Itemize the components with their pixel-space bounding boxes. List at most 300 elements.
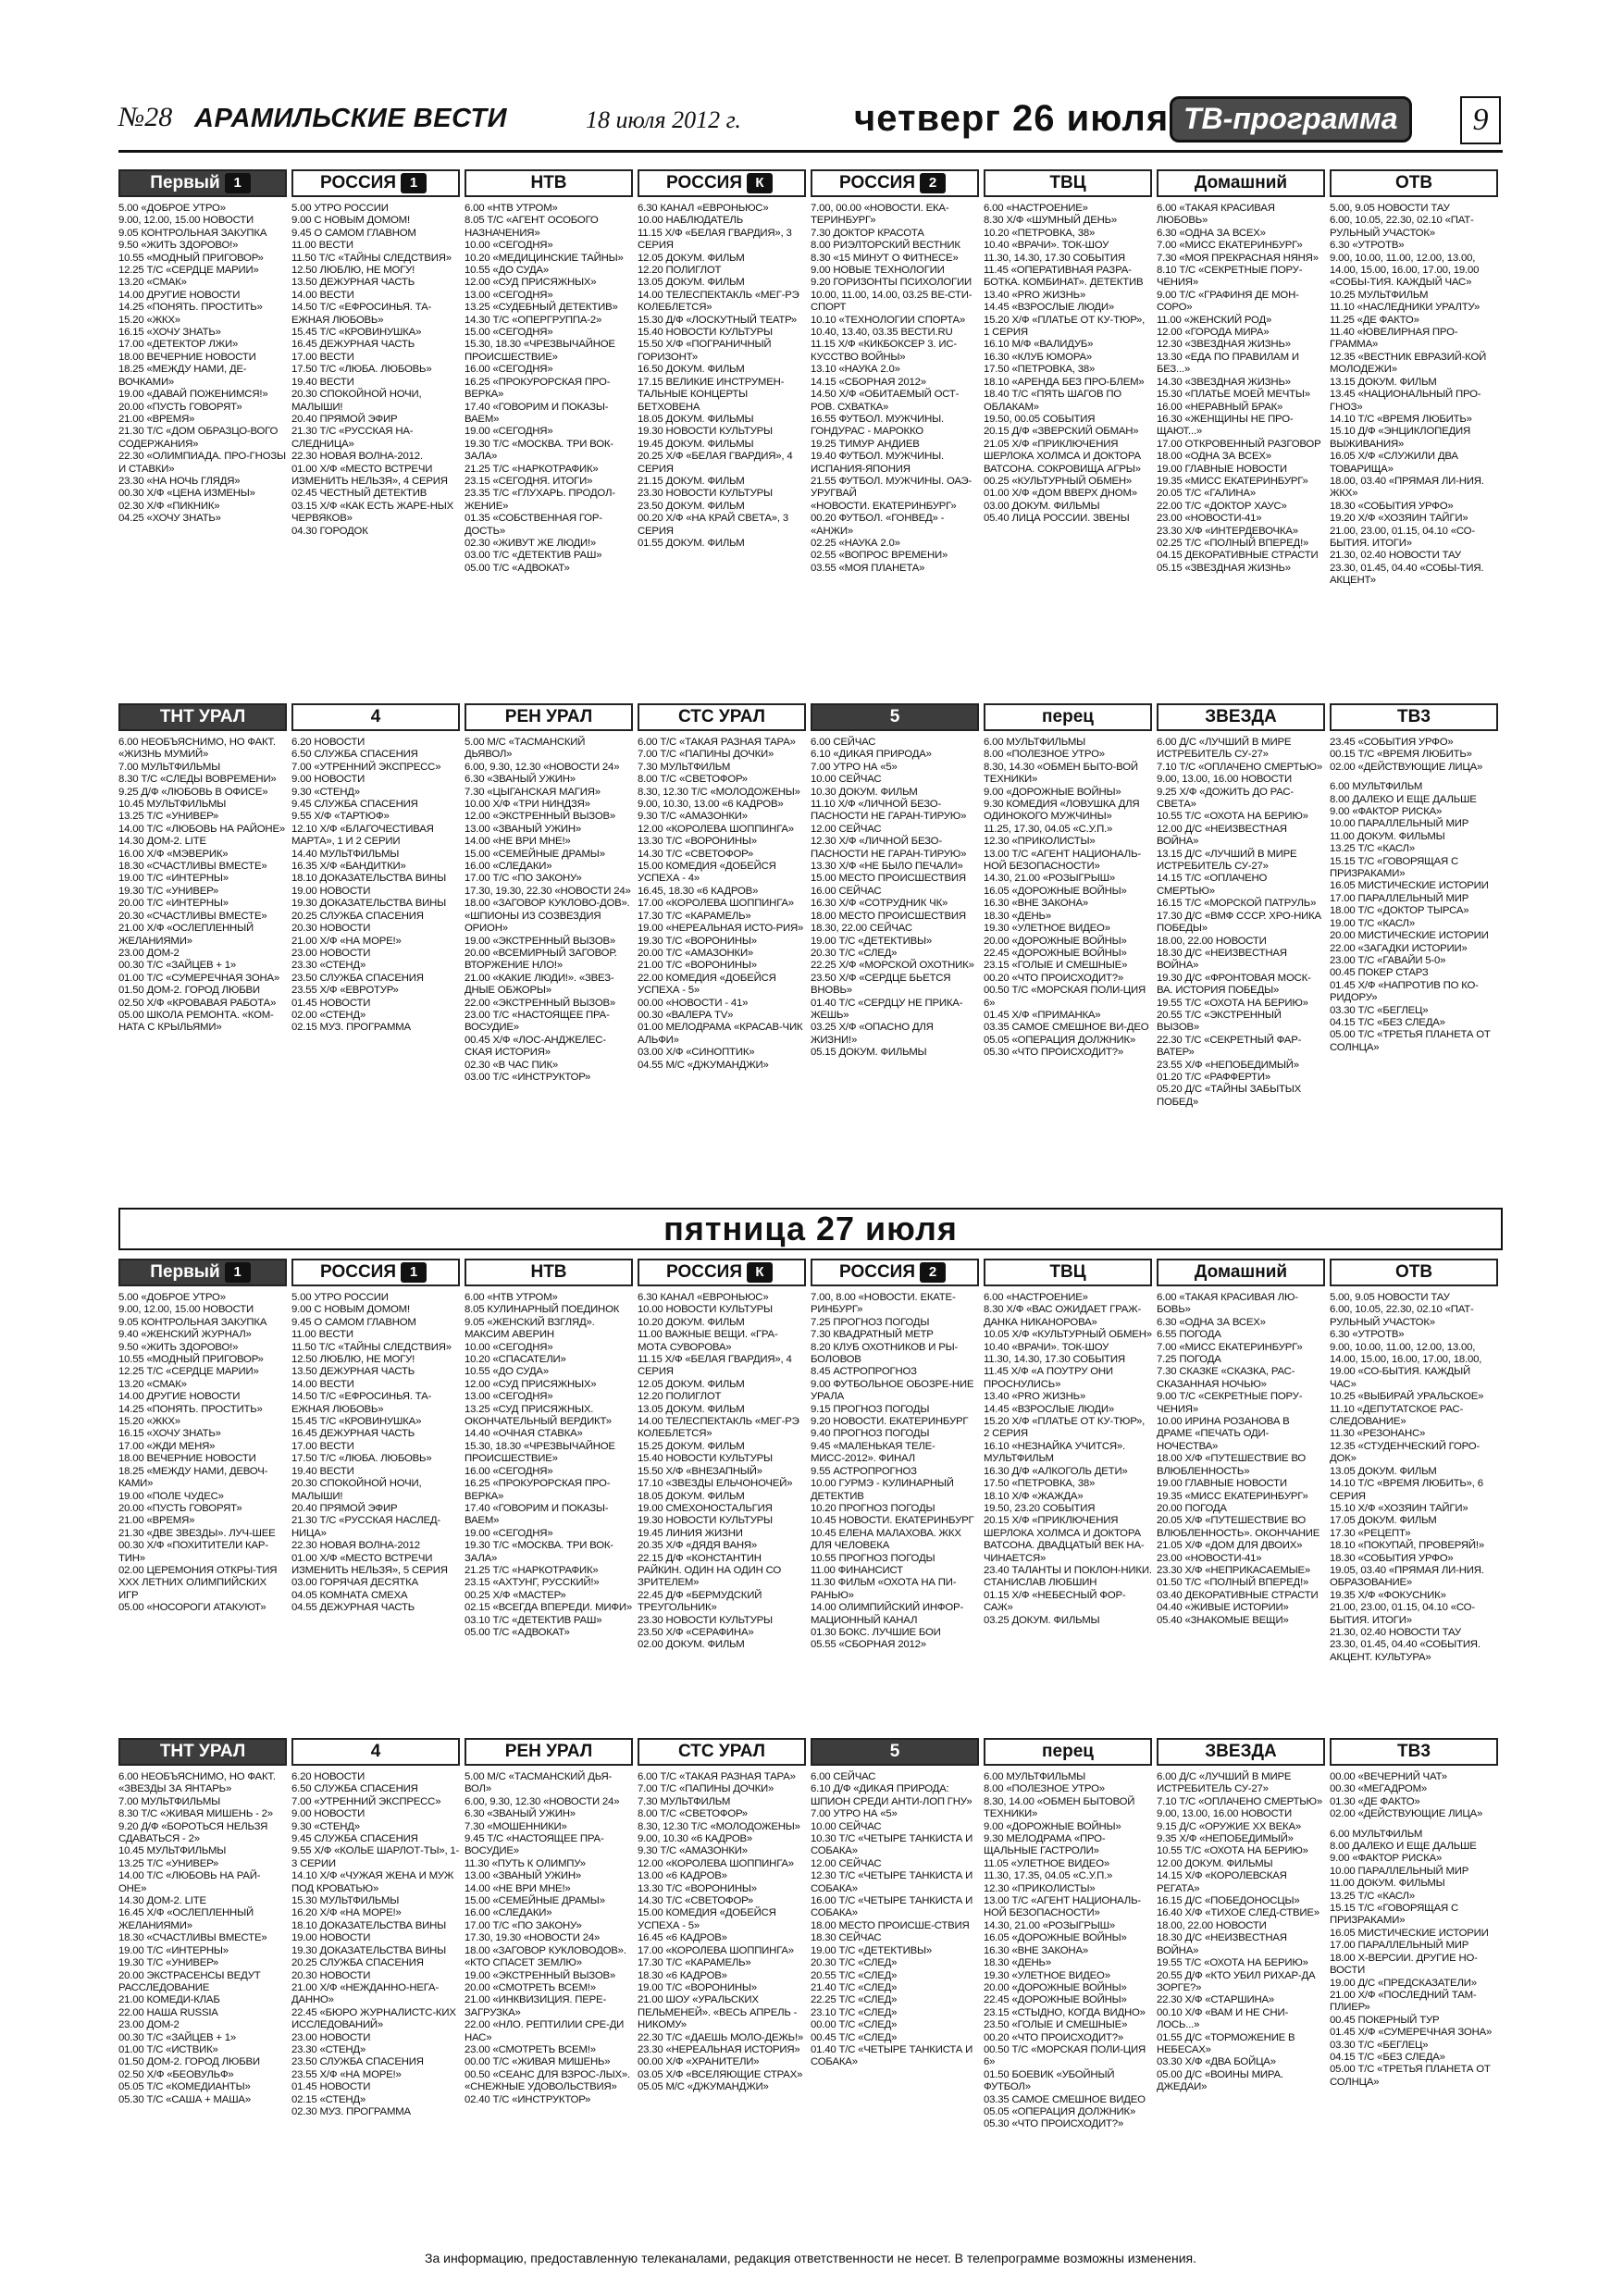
program-item: 17.50 «ПЕТРОВКА, 38» [984,364,1096,376]
program-item: 02.30 МУЗ. ПРОГРАММА [291,2105,411,2117]
program-item: 23.30 НОВОСТИ КУЛЬТУРЫ [638,488,773,500]
channel-logo-нтв [465,1259,633,1286]
program-item [1330,1821,1498,1829]
program-item: 23.55 Х/Ф «НА МОРЕ!» [291,2068,402,2080]
program-item: 14.00 ТЕЛЕСПЕКТАКЛЬ «МЕГ-РЭ КОЛЕБЛЕТСЯ» [638,289,799,314]
program-item: 05.00 Т/С «ТРЕТЬЯ ПЛАНЕТА ОТ СОЛНЦА» [1330,2064,1491,2088]
channel-logo-твц [984,1259,1152,1286]
program-item: 17.50 Т/С «ЛЮБА. ЛЮБОВЬ» [291,364,432,376]
program-item: 02.15 МУЗ. ПРОГРАММА [291,1022,411,1034]
program-list [1157,1292,1325,1627]
program-item: 11.50 Т/С «ТАЙНЫ СЛЕДСТВИЯ» [291,252,452,264]
channel-name: Первый [150,173,220,192]
program-item: 19.35 Х/Ф «ФОКУСНИК» [1330,1589,1446,1601]
program-list [118,737,287,1035]
program-item: 18.25 «МЕЖДУ НАМИ, ДЕВОЧ-КАМИ» [118,1465,268,1490]
program-item: 6.00, 9.30, 12.30 «НОВОСТИ 24» [465,761,620,773]
program-item: 11.00 ФИНАНСИСТ [811,1564,903,1576]
program-list [811,1771,979,2069]
program-item: 19.00 СМЕХОНОСТАЛЬГИЯ [638,1502,773,1514]
program-item: 23.00 «НОВОСТИ-41» [1157,1552,1262,1564]
program-item: 16.05 «ДОРОЖНЫЕ ВОЙНЫ» [984,1932,1127,1944]
program-item: 6.30 «ОДНА ЗА ВСЕХ» [1157,1316,1266,1328]
program-item: 22.30 Т/С «СЕКРЕТНЫЙ ФАР-ВАТЕР» [1157,1034,1302,1059]
program-item: 12.25 Т/С «СЕРДЦЕ МАРИИ» [118,1366,259,1378]
program-item: 21.30, 02.40 НОВОСТИ ТАУ [1330,550,1461,562]
program-item: 17.30 «РЕЦЕПТ» [1330,1527,1411,1539]
channel-name: Первый [150,1262,220,1282]
channel-name: РЕН УРАЛ [504,707,593,726]
program-item: 23.50 ДОКУМ. ФИЛЬМ [638,500,745,512]
program-item: 7.00 МУЛЬТФИЛЬМЫ [118,1795,220,1807]
program-item: 14.40 «ОЧНАЯ СТАВКА» [465,1428,583,1440]
program-item: 6.00 «ТАКАЯ КРАСИВАЯ ЛЮ-БОВЬ» [1157,1292,1298,1316]
program-item: 20.15 Д/Ф «ЗВЕРСКИЙ ОБМАН» [984,426,1139,438]
program-item: 19.45 ЛИНИЯ ЖИЗНИ [638,1527,743,1539]
program-item: 10.20 «ПЕТРОВКА, 38» [984,227,1096,239]
channel-column-рен-урал [465,703,633,1084]
program-item: 13.15 ДОКУМ. ФИЛЬМ [1330,376,1437,388]
program-item: 10.20 «СПАСАТЕЛИ» [465,1354,566,1366]
program-item: 8.30 Т/С «СЛЕДЫ ВОВРЕМЕНИ» [118,774,277,786]
program-item: 9.40 ПРОГНОЗ ПОГОДЫ [811,1428,930,1440]
program-item: 15.10 Х/Ф «ХОЗЯИН ТАЙГИ» [1330,1502,1468,1514]
program-item: 22.30 НОВАЯ ВОЛНА-2012 [291,1540,420,1552]
program-item: 5.00 УТРО РОССИИ [291,203,389,214]
program-item: 05.20 Д/С «ТАЙНЫ ЗАБЫТЫХ ПОБЕД» [1157,1084,1301,1108]
program-item: 14.00 ТЕЛЕСПЕКТАКЛЬ «МЕГ-РЭ КОЛЕБЛЕТСЯ» [638,1416,799,1440]
channel-name: 5 [889,1742,900,1761]
program-item: 13.25 «СУДЕБНЫЙ ДЕТЕКТИВ» [465,302,618,314]
program-item: 03.25 ДОКУМ. ФИЛЬМЫ [984,1614,1100,1626]
program-item: 10.30 ДОКУМ. ФИЛЬМ [811,786,918,798]
channel-column-отв [1330,1259,1498,1664]
program-list [1157,737,1325,1109]
program-item: 10.00 НОВОСТИ КУЛЬТУРЫ [638,1304,773,1316]
program-item: 13.00 «СЕГОДНЯ» [465,1391,553,1403]
program-item: 18.10 ДОКАЗАТЕЛЬСТВА ВИНЫ [291,873,447,885]
program-item: 13.25 Т/С «КАСЛ» [1330,1890,1415,1902]
channel-logo-рен-урал [465,703,633,731]
program-item: 20.55 Т/С «ЭКСТРЕННЫЙ ВЫЗОВ» [1157,1009,1282,1034]
program-item: 02.00 «ДЕЙСТВУЮЩИЕ ЛИЦА» [1330,761,1483,773]
program-item: 8.00 ДАЛЕКО И ЕЩЕ ДАЛЬШЕ [1330,1841,1477,1853]
program-list [1330,1292,1498,1664]
program-item: 02.00 ЦЕРЕМОНИЯ ОТКРЫ-ТИЯ XXX ЛЕТНИХ ОЛИМПИЙСКИХ ИГР [118,1564,278,1601]
program-item: 23.30 «НА НОЧЬ ГЛЯДЯ» [118,475,241,487]
program-item: 6.10 Д/Ф «ДИКАЯ ПРИРОДА: ШПИОН СРЕДИ АНТИ-ЛОП ГНУ» [811,1783,973,1807]
program-item: 21.00 «ВРЕМЯ» [118,413,195,425]
program-item: 19.40 ВЕСТИ [291,376,354,388]
channel-column-первый [118,169,287,526]
program-item: 14.30 ДОМ-2. LITE [118,836,206,848]
program-item: 10.20 ДОКУМ. ФИЛЬМ [638,1316,745,1328]
program-item: 15.30 Д/Ф «ЛОСКУТНЫЙ ТЕАТР» [638,314,797,326]
program-item: 9.30 Т/С «АМАЗОНКИ» [638,811,748,823]
channel-column-тв3 [1330,1738,1498,2089]
program-item: 18.00, 22.00 НОВОСТИ [1157,1919,1267,1931]
channel-name: РЕН УРАЛ [504,1742,593,1761]
program-item: 18.00 «ЗАГОВОР КУКЛОВОДОВ». «КТО СПАСЕТ ЗЕМЛЮ» [465,1944,626,1969]
channel-name: ЗВЕЗДА [1205,1742,1277,1761]
program-item: 04.05 КОМНАТА СМЕХА [291,1589,408,1601]
program-item: 05.00 «НОСОРОГИ АТАКУЮТ» [118,1602,266,1614]
program-item: 9.00, 10.30 «6 КАДРОВ» [638,1833,753,1845]
program-item: 17.30 Д/С «ВМФ СССР. ХРО-НИКА ПОБЕДЫ» [1157,910,1321,935]
program-item: 10.05 Х/Ф «КУЛЬТУРНЫЙ ОБМЕН» [984,1329,1152,1341]
program-item: 6.00 Т/С «ТАКАЯ РАЗНАЯ ТАРА» [638,1771,796,1782]
program-item: 02.50 Х/Ф «КРОВАВАЯ РАБОТА» [118,997,277,1009]
program-item: 6.00 МУЛЬТФИЛЬМЫ [984,1771,1085,1782]
thursday-top-row [118,169,1503,697]
program-item: 7.30 ДОКТОР КРАСОТА [811,227,924,239]
channel-logo-первый [118,169,287,197]
program-item: 8.00 РИЭЛТОРСКИЙ ВЕСТНИК [811,240,960,252]
program-item: 02.00 ДОКУМ. ФИЛЬМ [638,1639,745,1651]
program-item: 13.45 «НАЦИОНАЛЬНЫЙ ПРО-ГНОЗ» [1330,389,1481,413]
program-item: 16.05 «ДОРОЖНЫЕ ВОЙНЫ» [984,885,1127,897]
program-item: 17.00 ВЕСТИ [291,1440,354,1452]
program-item: 22.00 «ЭКСТРЕННЫЙ ВЫЗОВ» [465,997,616,1009]
program-item: 17.15 ВЕЛИКИЕ ИНСТРУМЕН-ТАЛЬНЫЕ КОНЦЕРТЫ БЕТХОВЕНА [638,376,785,413]
program-item: 18.30 «СОБЫТИЯ УРФО» [1330,1552,1454,1564]
program-item: 7.00 «УТРЕННИЙ ЭКСПРЕСС» [291,1795,441,1807]
program-item: 02.25 Т/С «ПОЛНЫЙ ВПЕРЕД!» [1157,537,1309,549]
program-item: 13.00 «ЗВАНЫЙ УЖИН» [465,1870,582,1882]
program-item: 18.30 Д/С «НЕИЗВЕСТНАЯ ВОЙНА» [1157,1932,1287,1956]
program-item: 6.55 ПОГОДА [1157,1329,1221,1341]
program-item: 00.00 «ВЕЧЕРНИЙ ЧАТ» [1330,1771,1447,1782]
program-item: 23.40 ТАЛАНТЫ И ПОКЛОН-НИКИ. СТАНИСЛАВ ЛЮБШИН [984,1564,1152,1589]
program-item: 9.00 Т/С «СЕКРЕТНЫЕ ПОРУ-ЧЕНИЯ» [1157,1391,1303,1415]
program-item: 00.45 Т/С «СЛЕД» [811,2031,898,2043]
program-item: 15.10 Д/Ф «ЭНЦИКЛОПЕДИЯ ВЫЖИВАНИЯ» [1330,426,1471,450]
program-item: 23.00 «НОВОСТИ-41» [1157,513,1262,525]
program-item: 13.25 Т/С «КАСЛ» [1330,843,1415,855]
program-item: 01.45 Х/Ф «НАПРОТИВ ПО КО-РИДОРУ» [1330,979,1479,1004]
program-item: 11.10 «ДЕПУТАТСКОЕ РАС-СЛЕДОВАНИЕ» [1330,1403,1464,1428]
program-item: 19.00 «СЕГОДНЯ» [465,1527,553,1539]
program-item: 21.05 Х/Ф «ДОМ ДЛЯ ДВОИХ» [1157,1540,1303,1552]
program-item: 16.45 ДЕЖУРНАЯ ЧАСТЬ [291,339,415,351]
channel-logo-первый [118,1259,287,1286]
program-item: 18.30 «СЧАСТЛИВЫ ВМЕСТЕ» [118,861,267,873]
channel-logo-отв [1330,169,1498,197]
program-item: 02.25 «НАУКА 2.0» [811,537,900,549]
friday-top-row [118,1259,1503,1731]
program-item: 8.00 Т/С «СВЕТОФОР» [638,774,748,786]
program-item: 21.00 «КАКИЕ ЛЮДИ!». «ЗВЕЗ-ДНЫЕ ОБЖОРЫ» [465,972,614,997]
program-item: 7.00 УТРО НА «5» [811,1808,898,1820]
program-item: 20.00 «ДОРОЖНЫЕ ВОЙНЫ» [984,1981,1127,1993]
program-item: 16.15 Т/С «МОРСКОЙ ПАТРУЛЬ» [1157,898,1317,910]
program-item: 11.15 Х/Ф «БЕЛАЯ ГВАРДИЯ», 4 СЕРИЯ [638,1354,792,1378]
program-item: 00.45 Х/Ф «ЛОС-АНДЖЕЛЕС-СКАЯ ИСТОРИЯ» [465,1034,606,1059]
program-item: 20.00 «ПУСТЬ ГОВОРЯТ» [118,1502,242,1514]
program-item: 20.00 «ВСЕМИРНЫЙ ЗАГОВОР. ВТОРЖЕНИЕ НЛО!» [465,947,617,972]
channel-column-тнт-урал [118,703,287,1035]
program-item: 21.00 Х/Ф «НА МОРЕ!» [291,935,402,947]
program-item: 19.30 «УЛЕТНОЕ ВИДЕО» [984,923,1110,935]
program-item: 16.00 «СЕГОДНЯ» [465,1465,553,1477]
program-item: 10.00 СЕЙЧАС [811,1820,882,1832]
program-item: 01.55 Д/С «ТОРМОЖЕНИЕ В НЕБЕСАХ» [1157,2031,1295,2055]
program-item: 18.30 Д/С «НЕИЗВЕСТНАЯ ВОЙНА» [1157,947,1287,972]
program-item: 6.00 «ТАКАЯ КРАСИВАЯ ЛЮБОВЬ» [1157,203,1275,227]
channel-name: ОТВ [1394,1262,1433,1282]
program-item: 9.00 С НОВЫМ ДОМОМ! [291,1304,410,1316]
program-item: 10.55 «МОДНЫЙ ПРИГОВОР» [118,1354,264,1366]
program-item: 18.00 Х/Ф «ПУТЕШЕСТВИЕ ВО ВЛЮБЛЕННОСТЬ» [1157,1453,1307,1477]
program-item: 15.50 Х/Ф «ПОГРАНИЧНЫЙ ГОРИЗОНТ» [638,339,772,363]
program-item: 11.00 ВАЖНЫЕ ВЕЩИ. «ГРА-МОТА СУВОРОВА» [638,1329,778,1353]
program-item: 6.20 НОВОСТИ [291,737,365,748]
program-item: 7.30 «МОШЕННИКИ» [465,1820,567,1832]
program-item: 01.00 Х/Ф «МЕСТО ВСТРЕЧИ ИЗМЕНИТЬ НЕЛЬЗЯ», 4 СЕРИЯ [291,463,448,487]
program-item: 9.20 ГОРИЗОНТЫ ПСИХОЛОГИИ [811,277,972,289]
program-list [811,1292,979,1652]
program-item: 20.30 НОВОСТИ [291,1969,371,1981]
program-item: 19.30 Т/С «МОСКВА. ТРИ ВОК-ЗАЛА» [465,1540,613,1564]
program-item: 23.50 Х/Ф «СЕРДЦЕ БЬЕТСЯ ВНОВЬ» [811,972,951,997]
program-item: 03.30 Х/Ф «ДВА БОЙЦА» [1157,2056,1276,2068]
program-item: 14.30, 21.00 «РОЗЫГРЫШ» [984,1919,1116,1931]
program-item: 02.15 «ВСЕГДА ВПЕРЕДИ. МИФИ» [465,1602,632,1614]
program-item: 17.00 Т/С «ПО ЗАКОНУ» [465,873,582,885]
program-item: 18.00 ВЕЧЕРНИЕ НОВОСТИ [118,1453,256,1465]
program-list [118,1292,287,1615]
program-item: 17.30 Т/С «КАРАМЕЛЬ» [638,1957,751,1969]
program-item: 9.30 КОМЕДИЯ «ЛОВУШКА ДЛЯ ОДИНОКОГО МУЖЧИНЫ» [984,799,1140,823]
program-item: 19.30 ДОКАЗАТЕЛЬСТВА ВИНЫ [291,1944,447,1956]
program-item: 02.30 «ЖИВУТ ЖЕ ЛЮДИ!» [465,537,597,549]
program-item: 11.10 «НАСЛЕДНИКИ УРАЛТУ» [1330,302,1481,314]
program-item: 15.40 НОВОСТИ КУЛЬТУРЫ [638,327,773,339]
program-item: 10.00 НАБЛЮДАТЕЛЬ [638,215,743,227]
channel-logo-россия [811,169,979,197]
program-item: 9.00 «ФАКТОР РИСКА» [1330,1853,1443,1865]
program-item: 10.00 ПАРАЛЛЕЛЬНЫЙ МИР [1330,818,1469,830]
program-item: 9.00 ФУТБОЛЬНОЕ ОБОЗРЕ-НИЕ УРАЛА [811,1378,974,1403]
program-item: 11.05 «УЛЕТНОЕ ВИДЕО» [984,1857,1109,1869]
program-item: 16.00 «СЛЕДАКИ» [465,861,552,873]
program-item: 10.10 «ТЕХНОЛОГИИ СПОРТА» [811,314,966,326]
program-item: 00.25 Х/Ф «МАСТЕР» [465,1589,566,1601]
program-list [638,203,806,550]
program-item: 16.10 «НЕЗНАЙКА УЧИТСЯ». МУЛЬТФИЛЬМ [984,1440,1125,1465]
program-item: 14.15 Х/Ф «КОРОЛЕВСКАЯ РЕГАТА» [1157,1870,1287,1894]
program-item: 9.35 Х/Ф «НЕПОБЕДИМЫЙ» [1157,1833,1294,1845]
program-item: 04.15 Т/С «БЕЗ СЛЕДА» [1330,1016,1445,1028]
program-item: 16.20 Х/Ф «НА МОРЕ!» [291,1907,402,1919]
program-item: 19.50, 00.05 СОБЫТИЯ [984,413,1096,425]
program-item: 19.00 «ПОЛЕ ЧУДЕС» [118,1490,224,1502]
program-item: 15.20 Х/Ф «ПЛАТЬЕ ОТ КУ-ТЮР», 1 СЕРИЯ [984,314,1146,339]
program-item: 7.30 «МОЯ ПРЕКРАСНАЯ НЯНЯ» [1157,252,1319,264]
program-item: 12.30 Т/С «ЧЕТЫРЕ ТАНКИСТА И СОБАКА» [811,1870,973,1894]
program-list [984,1771,1152,2131]
program-item: 22.45 Д/Ф «БЕРМУДСКИЙ ТРЕУГОЛЬНИК» [638,1589,762,1614]
program-item: 10.55 ПРОГНОЗ ПОГОДЫ [811,1552,935,1564]
channel-badge: 1 [401,1262,427,1283]
program-item: 02.55 «ВОПРОС ВРЕМЕНИ» [811,550,948,562]
program-item: 19.00 Т/С «КАСЛ» [1330,917,1415,929]
program-list [465,737,633,1084]
program-item: 7.25 ПРОГНОЗ ПОГОДЫ [811,1316,930,1328]
program-item: 23.30 Х/Ф «НЕПРИКАСАЕМЫЕ» [1157,1564,1311,1576]
channel-logo-тв3 [1330,1738,1498,1766]
program-item: 21.00 «ВРЕМЯ» [118,1515,195,1527]
program-item: 13.20 «СМАК» [118,1378,187,1390]
program-item: 10.20 «МЕДИЦИНСКИЕ ТАЙНЫ» [465,252,624,264]
masthead [118,96,1503,146]
program-item: 5.00 «ДОБРОЕ УТРО» [118,203,226,214]
program-item: 17.30, 19.30 «НОВОСТИ 24» [465,1932,601,1944]
channel-column-россия [638,1259,806,1652]
channel-column-звезда [1157,703,1325,1109]
channel-column-4 [291,703,460,1035]
program-item: 10.55 Т/С «ОХОТА НА БЕРИЮ» [1157,1845,1308,1857]
program-item: 20.25 СЛУЖБА СПАСЕНИЯ [291,1957,424,1969]
program-item: 9.25 Д/Ф «ЛЮБОВЬ В ОФИСЕ» [118,786,268,798]
program-item: 12.10 Х/Ф «БЛАГОЧЕСТИВАЯ МАРТА», 1 И 2 СЕРИИ [291,823,434,848]
program-item: 19.40 ВЕСТИ [291,1465,354,1477]
program-item: 11.50 Т/С «ТАЙНЫ СЛЕДСТВИЯ» [291,1341,452,1353]
channel-logo-домашний [1157,1259,1325,1286]
channel-logo-тв3 [1330,703,1498,731]
channel-badge: К [747,1262,773,1283]
program-item: 16.05 МИСТИЧЕСКИЕ ИСТОРИИ [1330,1927,1489,1939]
program-item: 8.05 КУЛИНАРНЫЙ ПОЕДИНОК [465,1304,620,1316]
program-item: 15.00 «СЕМЕЙНЫЕ ДРАМЫ» [465,1895,605,1907]
program-item: 13.25 Т/С «УНИВЕР» [118,1857,219,1869]
program-item: 16.15 «ХОЧУ ЗНАТЬ» [118,327,221,339]
program-item: 10.00, 11.00, 14.00, 03.25 ВЕ-СТИ-СПОРТ [811,289,973,314]
program-item: 20.40 ПРЯМОЙ ЭФИР [291,1502,398,1514]
program-item: 14.30 Т/С «СВЕТОФОР» [638,848,754,860]
program-item: 7.00 Т/С «ПАПИНЫ ДОЧКИ» [638,749,774,761]
program-item: 01.00 Т/С «ИСТВИК» [118,2043,218,2055]
program-item: 7.25 ПОГОДА [1157,1354,1221,1366]
program-item: 14.00 «НЕ ВРИ МНЕ!» [465,836,571,848]
program-item: 01.45 НОВОСТИ [291,2081,371,2093]
program-item: 11.25 «ДЕ ФАКТО» [1330,314,1419,326]
program-item: 05.30 «ЧТО ПРОИСХОДИТ?» [984,1047,1123,1059]
program-item: 20.25 Х/Ф «БЕЛАЯ ГВАРДИЯ», 4 СЕРИЯ [638,451,793,475]
program-item: 11.00 ВЕСТИ [291,240,353,252]
program-item: 22.25 Т/С «СЛЕД» [811,1994,898,2006]
program-item [1330,774,1498,781]
program-item: 7.00 «МИСС ЕКАТЕРИНБУРГ» [1157,240,1303,252]
program-item: 15.00 «СЕГОДНЯ» [465,327,553,339]
program-item: 9.50 «ЖИТЬ ЗДОРОВО!» [118,240,239,252]
program-item: 12.35 «ВЕСТНИК ЕВРАЗИЙ-КОЙ МОЛОДЕЖИ» [1330,351,1487,376]
program-item: 05.30 «ЧТО ПРОИСХОДИТ?» [984,2118,1123,2130]
program-item: 8.30, 12.30 Т/С «МОЛОДОЖЕНЫ» [638,1820,800,1832]
program-item: 10.55 Т/С «ОХОТА НА БЕРИЮ» [1157,811,1308,823]
program-item: 21.25 Т/С «НАРКОТРАФИК» [465,1564,599,1576]
channel-logo-тнт-урал [118,1738,287,1766]
program-item: 6.00, 10.05, 22.30, 02.10 «ПАТ-РУЛЬНЫЙ УЧАСТОК» [1330,215,1474,239]
section-logo: ТВ-программа [1170,96,1412,143]
program-item: 12.20 ПОЛИГЛОТ [638,265,722,277]
program-item: 23.35 Т/С «ГЛУХАРЬ. ПРОДОЛ-ЖЕНИЕ» [465,488,615,512]
program-item: 6.30 «УТРОТВ» [1330,240,1405,252]
channel-logo-перец [984,703,1152,731]
program-item: 18.00 «ЗАГОВОР КУКЛОВО-ДОВ». «ШПИОНЫ ИЗ СОЗВЕЗДИЯ ОРИОН» [465,898,630,935]
program-item: 00.00 Х/Ф «ХРАНИТЕЛИ» [638,2056,760,2068]
program-item: 6.20 НОВОСТИ [291,1771,365,1782]
program-item: 02.00 «ДЕЙСТВУЮЩИЕ ЛИЦА» [1330,1808,1483,1820]
channel-name: СТС УРАЛ [678,1742,765,1761]
program-item: 9.55 Х/Ф «КОЛЬЕ ШАРЛОТ-ТЫ», 1-3 СЕРИИ [291,1845,460,1869]
program-item: 9.20 НОВОСТИ. ЕКАТЕРИНБУРГ [811,1416,969,1428]
program-item: 20.35 Х/Ф «ДЯДЯ ВАНЯ» [638,1540,758,1552]
program-item: 10.55 «МОДНЫЙ ПРИГОВОР» [118,252,264,264]
program-item: 9.45 О САМОМ ГЛАВНОМ [291,227,416,239]
program-item: 9.40 «ЖЕНСКИЙ ЖУРНАЛ» [118,1329,252,1341]
program-item: 7.00, 8.00 «НОВОСТИ. ЕКАТЕ-РИНБУРГ» [811,1292,956,1316]
program-item: 7.00 Т/С «ПАПИНЫ ДОЧКИ» [638,1783,774,1795]
program-item: 8.20 КЛУБ ОХОТНИКОВ И РЫ-БОЛОВОВ [811,1341,959,1366]
program-item: 03.30 Т/С «БЕГЛЕЦ» [1330,2039,1429,2051]
program-item: 02.50 Х/Ф «БЕОВУЛЬФ» [118,2068,234,2080]
program-item: 01.20 Т/С «РАФФЕРТИ» [1157,1071,1271,1083]
channel-column-нтв [465,169,633,575]
program-item: 15.30 «ПЛАТЬЕ МОЕЙ МЕЧТЫ» [1157,389,1310,401]
program-item: 19.00 Т/С «ДЕТЕКТИВЫ» [811,1944,932,1956]
program-item: 15.15 Т/С «ГОВОРЯЩАЯ С ПРИЗРАКАМИ» [1330,855,1459,880]
program-item: 03.55 «МОЯ ПЛАНЕТА» [811,562,925,574]
channel-column-перец [984,1738,1152,2131]
program-item: 22.30 «ОЛИМПИАДА. ПРО-ГНОЗЫ И СТАВКИ» [118,451,286,475]
channel-name: Домашний [1194,173,1288,192]
program-item: 23.00 ДОМ-2 [118,2019,180,2031]
channel-column-5 [811,703,979,1060]
program-item: 12.30 Х/Ф «ЛИЧНОЙ БЕЗО-ПАСНОСТИ НЕ ГАРАН-ТИРУЮ» [811,836,967,860]
program-item: 13.00 «ЗВАНЫЙ УЖИН» [465,823,582,835]
program-item: 01.00 Х/Ф «МЕСТО ВСТРЕЧИ ИЗМЕНИТЬ НЕЛЬЗЯ», 5 СЕРИЯ [291,1552,448,1576]
program-item: 9.25 Х/Ф «ДОЖИТЬ ДО РАС-СВЕТА» [1157,786,1295,811]
program-list [1157,1771,1325,2094]
program-item: 16.55 ФУТБОЛ. МУЖЧИНЫ. ГОНДУРАС - МАРОККО [811,413,944,438]
program-item: 10.25 «ВЫБИРАЙ УРАЛЬСКОЕ» [1330,1391,1484,1403]
thursday-bottom-row [118,703,1503,1201]
program-item: 6.00 СЕЙЧАС [811,737,876,748]
channel-name: ТВЦ [1049,1262,1086,1282]
program-item: 20.00 Т/С «АМАЗОНКИ» [638,947,754,959]
program-item: 9.00 НОВОСТИ [291,774,365,786]
program-item: 20.40 ПРЯМОЙ ЭФИР [291,413,398,425]
program-item: 00.30 Т/С «ЗАЙЦЕВ + 1» [118,2031,237,2043]
program-item: 02.00 «СТЕНД» [291,1009,366,1021]
program-item: 18.00, 03.40 «ПРЯМАЯ ЛИ-НИЯ. ЖКХ» [1330,475,1484,500]
program-item: 23.00 НОВОСТИ [291,947,371,959]
channel-name: ТВ3 [1397,1742,1431,1761]
program-item: 22.45 «БЮРО ЖУРНАЛИСТС-КИХ ИССЛЕДОВАНИЙ» [291,2006,456,2031]
channel-column-тв3 [1330,703,1498,1054]
program-item: 21.30 «ДВЕ ЗВЕЗДЫ». ЛУЧ-ШЕЕ [118,1527,276,1539]
program-item: 23.50 СЛУЖБА СПАСЕНИЯ [291,2056,424,2068]
program-list [811,737,979,1060]
program-item: 16.35 Х/Ф «БАНДИТКИ» [291,861,406,873]
program-item: 04.55 ДЕЖУРНАЯ ЧАСТЬ [291,1602,415,1614]
program-item: 17.50 «ПЕТРОВКА, 38» [984,1478,1096,1490]
program-item: 00.00 Т/С «СЛЕД» [811,2019,898,2031]
program-item: 21.00, 23.00, 01.15, 04.10 «СО-БЫТИЯ. ИТОГИ» [1330,525,1475,549]
channel-name: 4 [370,707,381,726]
program-item: 17.50 Т/С «ЛЮБА. ЛЮБОВЬ» [291,1453,432,1465]
